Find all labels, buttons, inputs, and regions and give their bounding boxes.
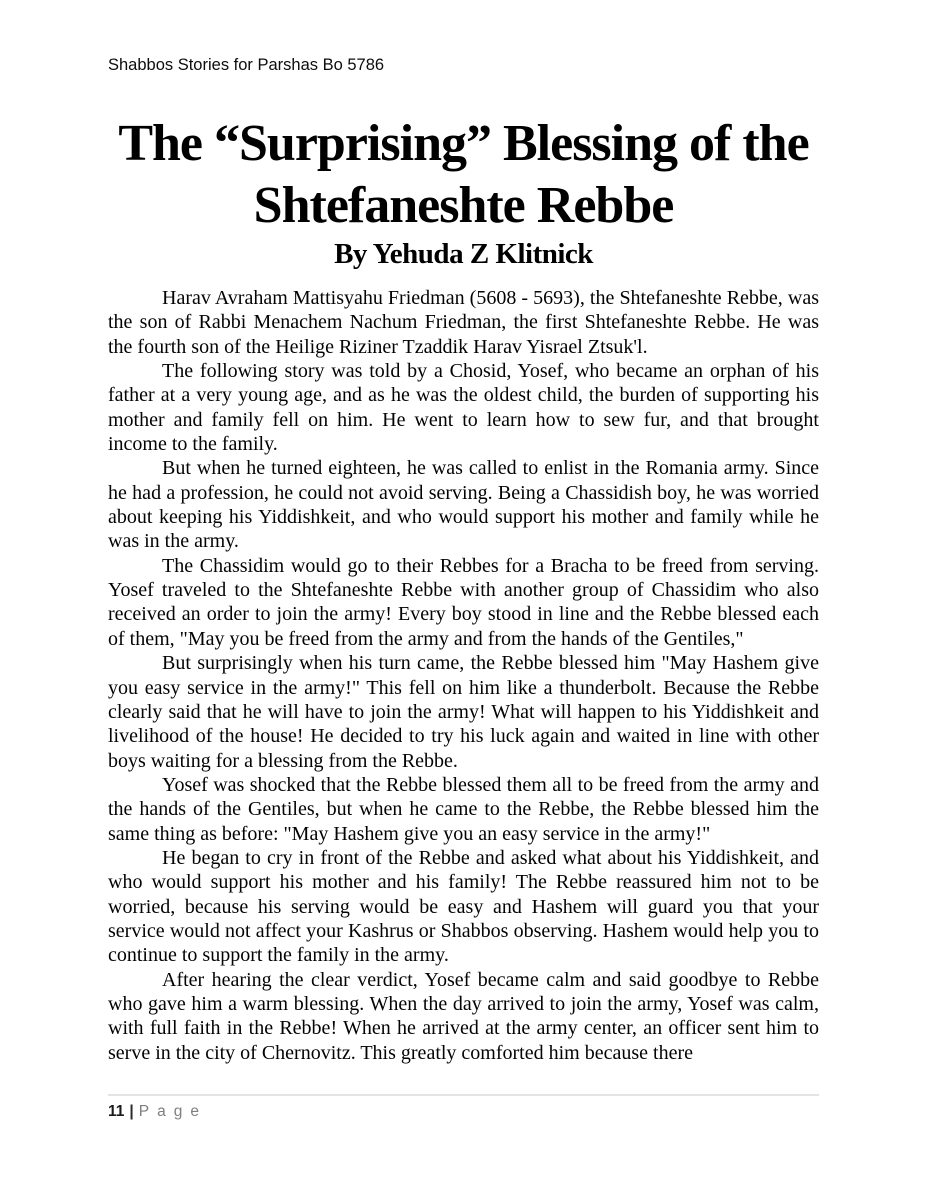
footer-page-label: Page [138, 1103, 207, 1120]
running-header: Shabbos Stories for Parshas Bo 5786 [108, 56, 385, 74]
footer-separator: | [129, 1103, 134, 1120]
paragraph: Harav Avraham Mattisyahu Friedman (5608 - 5693), the Shtefaneshte Rebbe, was the son of Rabbi Menachem Nachum Friedman, the first Shtefaneshte Rebbe. He was the fourth son of the Heilige Riziner Tzaddik Harav Yisrael Ztsuk'l. [108, 287, 819, 358]
paragraph: But when he turned eighteen, he was called to enlist in the Romania army. Since he had a profession, he could not avoid serving. Being a Chassidish boy, he was worried about keeping his Yiddishkeit, and who would support his mother and family while he was in the army. [108, 457, 819, 553]
paragraph: After hearing the clear verdict, Yosef became calm and said goodbye to Rebbe who gave him a warm blessing. When the day arrived to join the army, Yosef was calm, with full faith in the Rebbe! When he arrived at the army center, an officer sent him to serve in the city of Chernovitz. This greatly comforted him because there [108, 968, 819, 1064]
paragraph: He began to cry in front of the Rebbe and asked what about his Yiddishkeit, and who would support his mother and his family! The Rebbe reassured him not to be worried, because his serving would be easy and Hashem will guard you that your service would not affect your Kashrus or Shabbos observing. Hashem would help you to continue to support the family in the army. [108, 846, 819, 967]
page-number: 11 [108, 1103, 125, 1120]
paragraph: But surprisingly when his turn came, the Rebbe blessed him "May Hashem give you easy service in the army!" This fell on him like a thunderbolt. Because the Rebbe clearly said that he will have to join the army! What will happen to his Yiddishkeit and livelihood of the house! He decided to try his luck again and waited in line with other boys waiting for a blessing from the Rebbe. [108, 652, 819, 772]
article-byline: By Yehuda Z Klitnick [334, 238, 593, 270]
page-footer [108, 1094, 819, 1121]
paragraph: The following story was told by a Chosid, Yosef, who became an orphan of his father at a very young age, and as he was the oldest child, the burden of supporting his mother and family fell on him. He went to learn how to sew fur, and that brought income to the family. [108, 360, 819, 456]
paragraph: The Chassidim would go to their Rebbes for a Bracha to be freed from serving. Yosef traveled to the Shtefaneshte Rebbe with another group of Chassidim who also received an order to join the army! Every boy stood in line and the Rebbe blessed each of them, "May you be freed from the army and from the hands of the Gentiles," [108, 554, 819, 650]
paragraph: Yosef was shocked that the Rebbe blessed them all to be freed from the army and the hands of the Gentiles, but when he came to the Rebbe, the Rebbe blessed him the same thing as before: "May Hashem give you an easy service in the army!" [108, 773, 819, 845]
article-title: The “Surprising” Blessing of the Shtefaneshte Rebbe [118, 115, 809, 234]
article-body [108, 286, 819, 1065]
